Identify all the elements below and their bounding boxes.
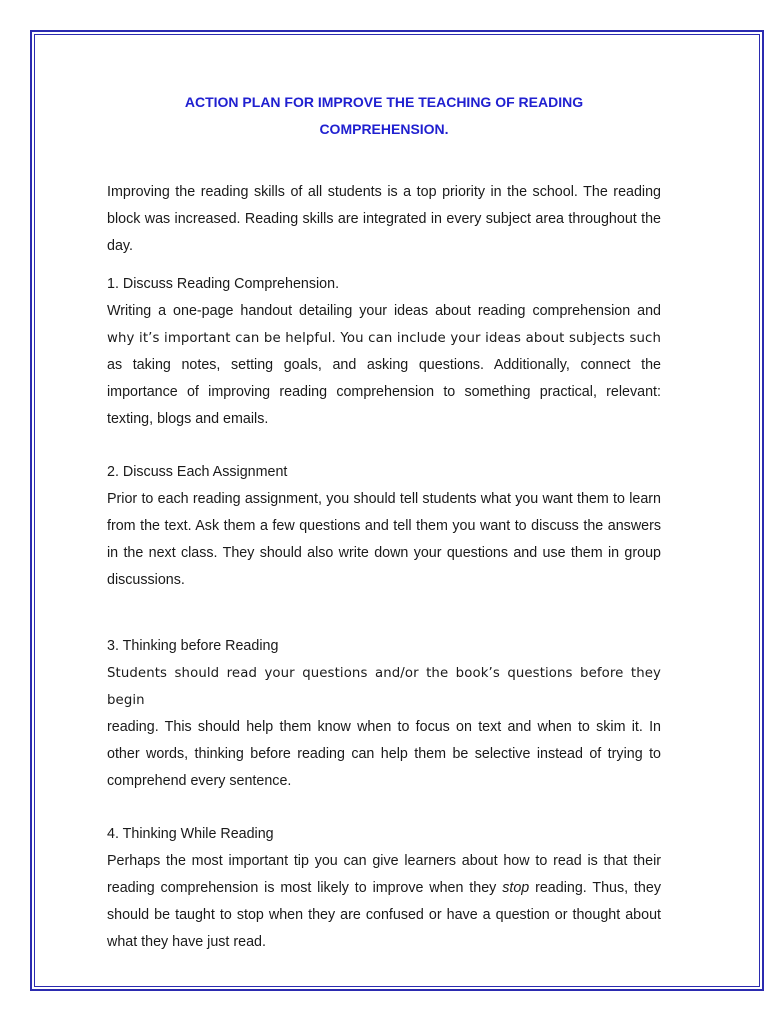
intro-paragraph: Improving the reading skills of all students is a top priority in the school. The reading block was increased. Reading skills are integrated in every subject area throughout the day. [107, 184, 661, 254]
document-title [107, 89, 661, 143]
section-3-body-rest: reading. This should help them know when to focus on text and when to skim it. In other words, thinking before reading can help them be selective instead of trying to comprehend every sentence. [107, 719, 661, 789]
section-2-body: Prior to each reading assignment, you should tell students what you want them to learn from the text. Ask them a few questions and tell them you want to discuss the answers in the next class. They should also write down your questions and use them in group discussions. [107, 491, 661, 588]
section-4-body-start: Perhaps the most important tip you can give learners about how to read is that their reading comprehension is most likely to improve when they [107, 853, 661, 896]
section-4-body [107, 848, 661, 956]
section-1-heading: 1. Discuss Reading Comprehension. [107, 276, 340, 292]
document-body [107, 179, 661, 956]
section-3-heading: 3. Thinking before Reading [107, 638, 279, 654]
section-3-body-line-1: Students should read your questions and/or the book’s questions before they begin [107, 666, 661, 708]
section-1-body-line-2: why it’s important can be helpful. You can include your ideas about subjects such [107, 331, 661, 346]
title-line-1: ACTION PLAN FOR IMPROVE THE TEACHING OF READING [184, 94, 584, 110]
section-1-body [107, 298, 661, 433]
section-4-heading: 4. Thinking While Reading [107, 826, 274, 842]
section-4-body-italic: stop [502, 880, 530, 896]
title-line-2: COMPREHENSION. [319, 121, 449, 137]
section-1-body-rest: as taking notes, setting goals, and asking questions. Additionally, connect the importance of improving reading comprehension to something practical, relevant: texting, blogs and emails. [107, 357, 661, 427]
section-3-body [107, 660, 661, 795]
section-4-body-end: reading. Thus, they should be taught to stop when they are confused or have a question or thought about what they have just read. [107, 880, 661, 950]
section-1-body-line-1: Writing a one-page handout detailing your ideas about reading comprehension and [107, 303, 661, 319]
section-2-heading: 2. Discuss Each Assignment [107, 464, 288, 480]
